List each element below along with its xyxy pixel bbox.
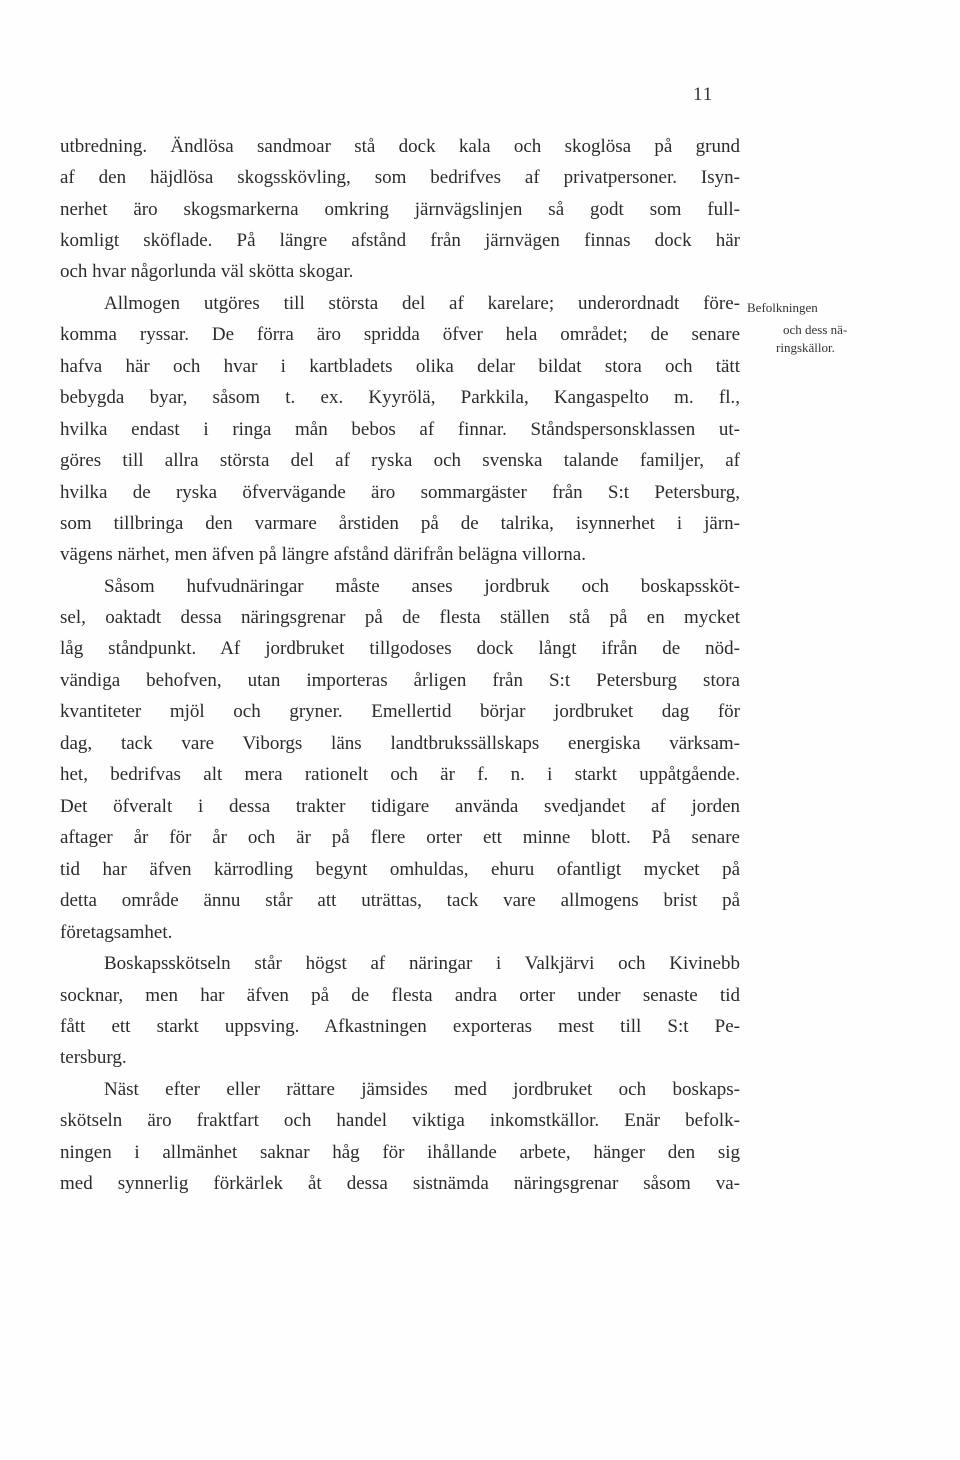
margin-note-line-3: ringskällor.: [776, 340, 835, 355]
text-line: tersburg.: [60, 1047, 127, 1068]
text-line: het, bedrifvas alt mera rationelt och är f. n. i starkt uppåtgående.: [60, 764, 740, 785]
text-line: skötseln äro fraktfart och handel viktiga inkomstkällor. Enär befolk-: [60, 1110, 740, 1131]
text-line: hvilka de ryska öfvervägande äro sommargäster från S:t Petersburg,: [60, 482, 740, 503]
text-line: detta område ännu står att uträttas, tack vare allmogens brist på: [60, 890, 740, 911]
text-line: låg ståndpunkt. Af jordbruket tillgodoses dock långt ifrån de nöd-: [60, 638, 740, 659]
text-line: ningen i allmänhet saknar håg för ihållande arbete, hänger den sig: [60, 1142, 740, 1163]
text-line: socknar, men har äfven på de flesta andra orter under senaste tid: [60, 985, 740, 1006]
text-line: dag, tack vare Viborgs läns landtbrukssällskaps energiska värksam-: [60, 733, 740, 754]
text-line: hafva här och hvar i kartbladets olika delar bildat stora och tätt: [60, 356, 740, 377]
paragraph-start-line: Såsom hufvudnäringar måste anses jordbruk och boskapssköt-: [104, 576, 740, 597]
text-line: bebygda byar, såsom t. ex. Kyyrölä, Parkkila, Kangaspelto m. fl.,: [60, 387, 740, 408]
text-line: nerhet äro skogsmarkerna omkring järnvägslinjen så godt som full-: [60, 199, 740, 220]
paragraph-start-line: Näst efter eller rättare jämsides med jordbruket och boskaps-: [104, 1079, 740, 1100]
text-line: aftager år för år och är på flere orter ett minne blott. På senare: [60, 827, 740, 848]
text-line: tid har äfven kärrodling begynt omhuldas, ehuru ofantligt mycket på: [60, 859, 740, 880]
text-line: fått ett starkt uppsving. Afkastningen exporteras mest till S:t Pe-: [60, 1016, 740, 1037]
text-line: som tillbringa den varmare årstiden på de talrika, isynnerhet i järn-: [60, 513, 740, 534]
text-line: af den häjdlösa skogsskövling, som bedrifves af privatpersoner. Isyn-: [60, 167, 740, 188]
page-number: 11: [693, 84, 714, 105]
paragraph-start-line: Allmogen utgöres till största del af karelare; underordnadt före-: [104, 293, 740, 314]
text-line: vägens närhet, men äfven på längre afstånd därifrån belägna villorna.: [60, 544, 586, 565]
text-line: Det öfveralt i dessa trakter tidigare använda svedjandet af jorden: [60, 796, 740, 817]
margin-note-line-2: och dess nä-: [783, 322, 848, 337]
text-line: hvilka endast i ringa mån bebos af finnar. Ståndspersonsklassen ut-: [60, 419, 740, 440]
text-line: kvantiteter mjöl och gryner. Emellertid börjar jordbruket dag för: [60, 701, 740, 722]
text-line: komligt sköflade. På längre afstånd från järnvägen finnas dock här: [60, 230, 740, 251]
text-line: och hvar någorlunda väl skötta skogar.: [60, 261, 354, 282]
text-line: vändiga behofven, utan importeras årligen från S:t Petersburg stora: [60, 670, 740, 691]
margin-note-line-1: Befolkningen: [747, 300, 818, 315]
paragraph-start-line: Boskapsskötseln står högst af näringar i Valkjärvi och Kivinebb: [104, 953, 740, 974]
text-line: göres till allra största del af ryska och svenska talande familjer, af: [60, 450, 740, 471]
text-line: utbredning. Ändlösa sandmoar stå dock kala och skoglösa på grund: [60, 136, 740, 157]
text-line: komma ryssar. De förra äro spridda öfver hela området; de senare: [60, 324, 740, 345]
text-line: sel, oaktadt dessa näringsgrenar på de flesta ställen stå på en mycket: [60, 607, 740, 628]
text-line: med synnerlig förkärlek åt dessa sistnämda näringsgrenar såsom va-: [60, 1173, 740, 1194]
text-line: företagsamhet.: [60, 922, 173, 943]
